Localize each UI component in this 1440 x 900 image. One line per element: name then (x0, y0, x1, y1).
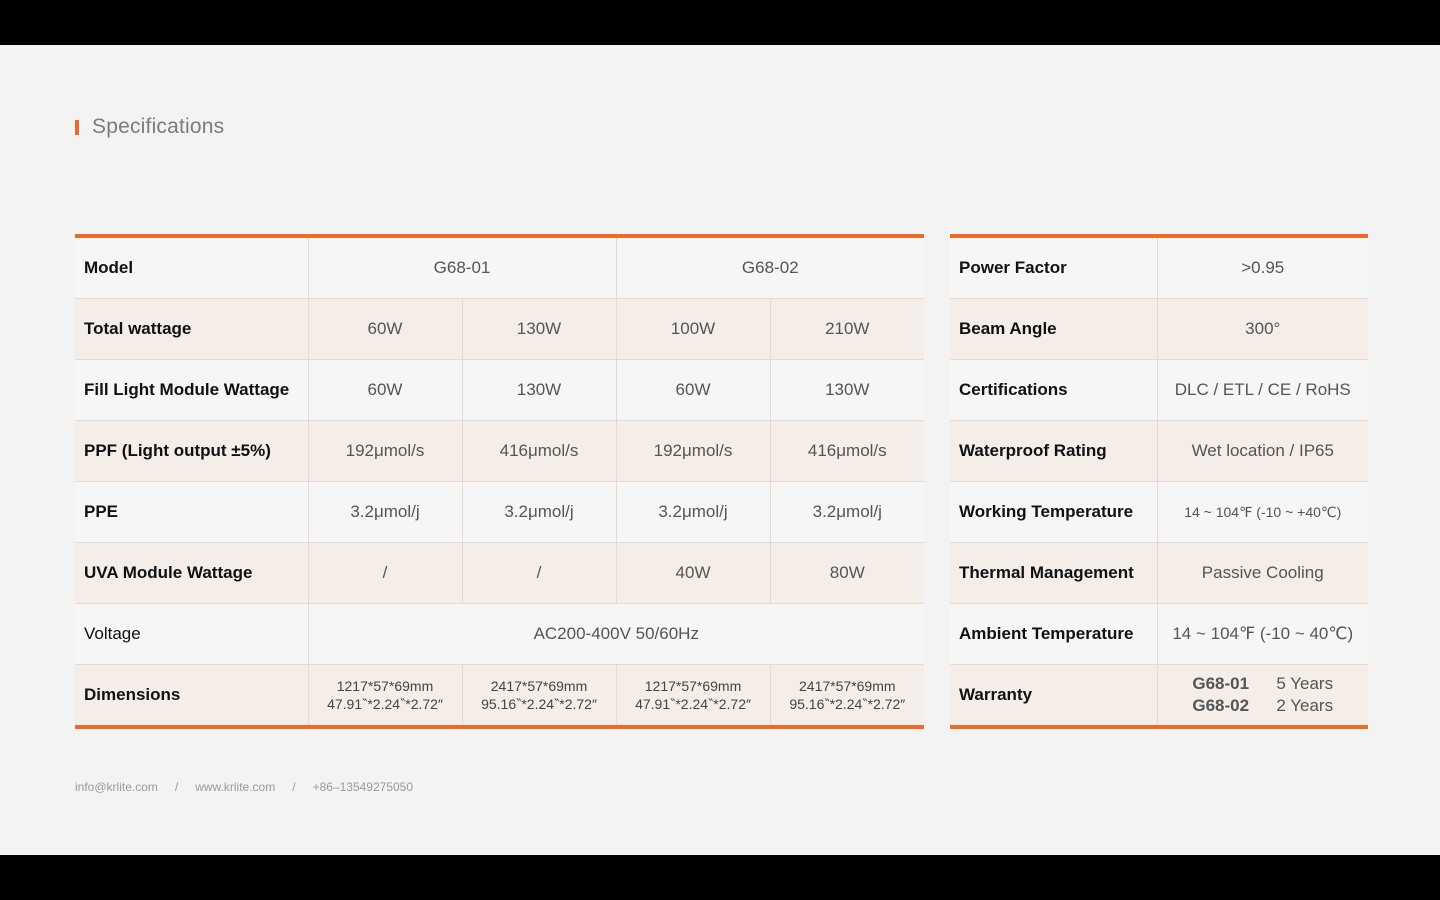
dimension-mm: 2417*57*69mm (799, 678, 896, 694)
value-cell: / (462, 543, 616, 604)
section-heading (75, 116, 224, 138)
dimension-inch: 95.16‶*2.24‶*2.72″ (481, 696, 597, 712)
dimension-cell (462, 665, 616, 728)
value-cell: / (308, 543, 462, 604)
value-cell: >0.95 (1157, 236, 1368, 299)
footer-phone[interactable]: +86–13549275050 (312, 780, 414, 794)
warranty-list (1192, 673, 1333, 717)
warranty-cell (1157, 665, 1368, 728)
table-row (75, 543, 924, 604)
table-row (950, 543, 1368, 604)
warranty-item (1192, 673, 1333, 695)
model-cell: G68-02 (616, 236, 924, 299)
value-cell: 130W (770, 360, 924, 421)
value-cell: 210W (770, 299, 924, 360)
table-row (75, 421, 924, 482)
warranty-years: 5 Years (1276, 674, 1334, 693)
row-label: Beam Angle (950, 299, 1157, 360)
value-cell: 416μmol/s (462, 421, 616, 482)
dimension-cell (308, 665, 462, 728)
dimension-cell (770, 665, 924, 728)
value-cell: 14 ~ 104℉ (-10 ~ +40℃) (1157, 482, 1368, 543)
footer-website[interactable]: www.krlite.com (195, 780, 276, 794)
dimension-mm: 1217*57*69mm (336, 678, 434, 694)
value-cell: 192μmol/s (308, 421, 462, 482)
row-label: Fill Light Module Wattage (75, 360, 308, 421)
dimension-inch: 47.91‶*2.24‶*2.72″ (327, 696, 443, 712)
voltage-cell: AC200-400V 50/60Hz (308, 604, 924, 665)
value-cell: 80W (770, 543, 924, 604)
value-cell: Passive Cooling (1157, 543, 1368, 604)
dimension-inch: 95.16‶*2.24‶*2.72″ (789, 696, 906, 712)
accent-bar (75, 120, 79, 135)
row-label: PPF (Light output ±5%) (75, 421, 308, 482)
row-label: Voltage (75, 604, 308, 665)
table-row-warranty (950, 665, 1368, 728)
page-title: Specifications (92, 115, 225, 138)
row-label: Working Temperature (950, 482, 1157, 543)
table-row (950, 421, 1368, 482)
table-row (75, 299, 924, 360)
specs-table-main (75, 234, 924, 729)
row-label: Warranty (950, 665, 1157, 728)
value-cell: 60W (308, 299, 462, 360)
warranty-item (1192, 695, 1333, 717)
row-label: Dimensions (75, 665, 308, 728)
row-label: Certifications (950, 360, 1157, 421)
value-cell: 40W (616, 543, 770, 604)
table-row (950, 482, 1368, 543)
table-row (950, 360, 1368, 421)
table-row-voltage (75, 604, 924, 665)
value-cell: 3.2μmol/j (308, 482, 462, 543)
row-label: Thermal Management (950, 543, 1157, 604)
row-label: Model (75, 236, 308, 299)
table-row (950, 604, 1368, 665)
value-cell: 192μmol/s (616, 421, 770, 482)
value-cell: Wet location / IP65 (1157, 421, 1368, 482)
warranty-model: G68-02 (1192, 696, 1250, 715)
value-cell: 416μmol/s (770, 421, 924, 482)
dimension-mm: 2417*57*69mm (490, 678, 588, 694)
footer-separator: / (174, 780, 179, 794)
value-cell: 3.2μmol/j (770, 482, 924, 543)
value-cell: DLC / ETL / CE / RoHS (1157, 360, 1368, 421)
warranty-model: G68-01 (1192, 674, 1250, 693)
model-cell: G68-01 (308, 236, 616, 299)
row-label: PPE (75, 482, 308, 543)
table-row (950, 236, 1368, 299)
row-label: Waterproof Rating (950, 421, 1157, 482)
dimension-cell (616, 665, 770, 728)
footer-separator: / (292, 780, 296, 794)
row-label: UVA Module Wattage (75, 543, 308, 604)
row-label: Total wattage (75, 299, 308, 360)
table-row-dimensions (75, 665, 924, 728)
value-cell: 100W (616, 299, 770, 360)
footer-contacts (75, 780, 413, 794)
value-cell: 14 ~ 104℉ (-10 ~ 40℃) (1157, 604, 1368, 665)
value-cell: 130W (462, 360, 616, 421)
row-label: Ambient Temperature (950, 604, 1157, 665)
value-cell: 130W (462, 299, 616, 360)
table-row (75, 360, 924, 421)
value-cell: 300° (1157, 299, 1368, 360)
slide (0, 45, 1440, 855)
value-cell: 60W (616, 360, 770, 421)
dimension-mm: 1217*57*69mm (644, 678, 742, 694)
table-row (75, 482, 924, 543)
table-row-model (75, 236, 924, 299)
footer-email[interactable]: info@krlite.com (75, 780, 158, 794)
value-cell: 3.2μmol/j (462, 482, 616, 543)
specs-table-general (950, 234, 1368, 729)
table-row (950, 299, 1368, 360)
dimension-inch: 47.91‶*2.24‶*2.72″ (635, 696, 751, 712)
value-cell: 60W (308, 360, 462, 421)
value-cell: 3.2μmol/j (616, 482, 770, 543)
warranty-years: 2 Years (1276, 696, 1334, 715)
row-label: Power Factor (950, 236, 1157, 299)
